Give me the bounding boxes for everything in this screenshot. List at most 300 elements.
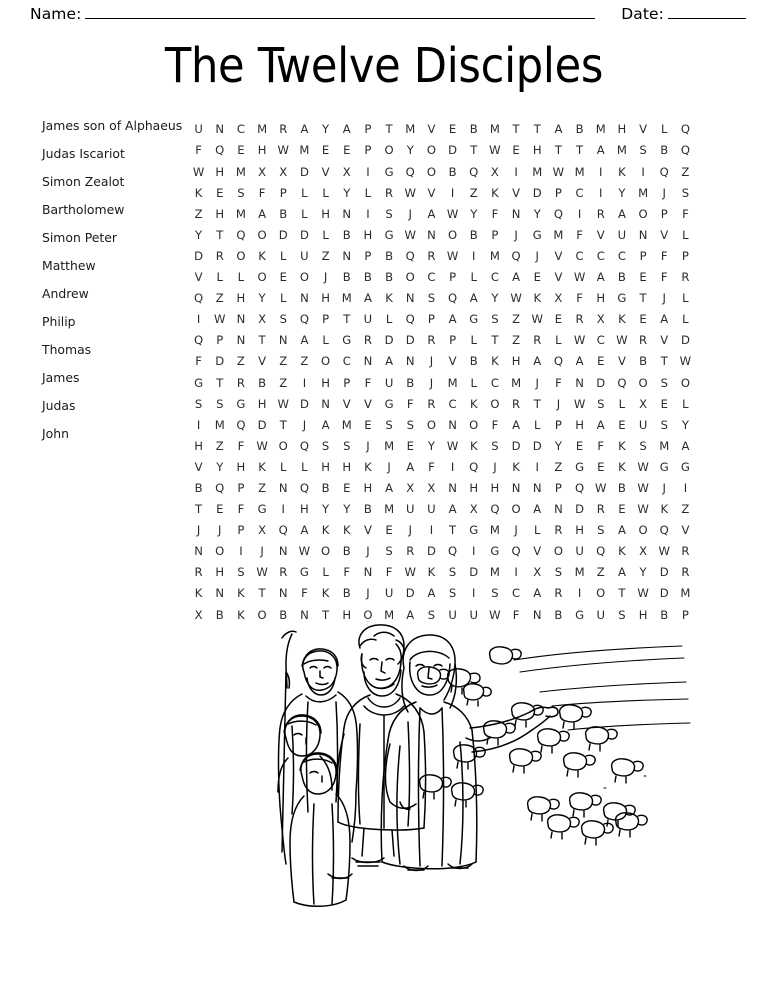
grid-letter[interactable]: H: [215, 206, 225, 221]
grid-letter[interactable]: F: [682, 206, 689, 221]
grid-letter[interactable]: Z: [215, 438, 224, 453]
grid-letter[interactable]: W: [404, 185, 416, 200]
grid-letter[interactable]: Q: [448, 544, 458, 559]
grid-letter[interactable]: R: [681, 270, 690, 285]
grid-letter[interactable]: F: [555, 375, 562, 390]
grid-letter[interactable]: T: [216, 227, 224, 242]
grid-letter[interactable]: R: [681, 565, 690, 580]
grid-letter[interactable]: R: [681, 544, 690, 559]
grid-letter[interactable]: Y: [554, 438, 562, 453]
grid-letter[interactable]: U: [363, 312, 373, 327]
grid-letter[interactable]: L: [682, 227, 689, 242]
grid-letter[interactable]: C: [596, 333, 605, 348]
grid-letter[interactable]: S: [216, 396, 224, 411]
grid-letter[interactable]: R: [533, 333, 542, 348]
grid-letter[interactable]: O: [426, 417, 436, 432]
grid-letter[interactable]: M: [574, 164, 585, 179]
grid-letter[interactable]: L: [280, 291, 287, 306]
grid-letter[interactable]: M: [257, 122, 268, 137]
grid-letter[interactable]: F: [258, 185, 266, 200]
grid-letter[interactable]: K: [618, 438, 626, 453]
grid-letter[interactable]: O: [511, 502, 521, 517]
grid-letter[interactable]: N: [278, 586, 288, 601]
grid-letter[interactable]: W: [531, 312, 543, 327]
grid-letter[interactable]: A: [258, 206, 267, 221]
grid-letter[interactable]: B: [660, 607, 669, 622]
grid-letter[interactable]: M: [532, 164, 543, 179]
grid-letter[interactable]: V: [363, 396, 372, 411]
grid-letter[interactable]: F: [343, 565, 351, 580]
grid-letter[interactable]: G: [659, 459, 669, 474]
grid-letter[interactable]: X: [406, 480, 415, 495]
grid-letter[interactable]: W: [637, 480, 649, 495]
grid-letter[interactable]: O: [384, 143, 394, 158]
grid-letter[interactable]: M: [341, 291, 352, 306]
grid-letter[interactable]: J: [323, 270, 328, 285]
grid-letter[interactable]: I: [683, 480, 688, 495]
grid-letter[interactable]: L: [322, 227, 329, 242]
grid-letter[interactable]: S: [491, 312, 499, 327]
grid-letter[interactable]: C: [617, 248, 626, 263]
grid-letter[interactable]: H: [342, 459, 352, 474]
grid-letter[interactable]: T: [639, 291, 647, 306]
grid-letter[interactable]: Q: [405, 164, 415, 179]
grid-letter[interactable]: N: [321, 396, 330, 411]
grid-letter[interactable]: B: [342, 586, 351, 601]
grid-letter[interactable]: D: [299, 164, 309, 179]
grid-letter[interactable]: D: [299, 396, 309, 411]
grid-letter[interactable]: L: [682, 291, 689, 306]
grid-letter[interactable]: S: [427, 291, 436, 306]
grid-letter[interactable]: J: [366, 544, 370, 559]
grid-letter[interactable]: Y: [406, 143, 414, 158]
grid-letter[interactable]: S: [491, 586, 499, 601]
grid-letter[interactable]: I: [196, 312, 201, 327]
grid-letter[interactable]: O: [257, 227, 267, 242]
grid-letter[interactable]: L: [385, 312, 393, 327]
grid-letter[interactable]: G: [469, 312, 479, 327]
grid-letter[interactable]: W: [637, 502, 649, 517]
grid-letter[interactable]: G: [490, 544, 500, 559]
grid-letter[interactable]: D: [426, 544, 436, 559]
grid-letter[interactable]: B: [321, 480, 330, 495]
grid-letter[interactable]: N: [638, 227, 648, 242]
grid-letter[interactable]: D: [257, 417, 267, 432]
grid-letter[interactable]: S: [406, 417, 414, 432]
grid-letter[interactable]: L: [470, 270, 477, 285]
grid-letter[interactable]: M: [405, 122, 416, 137]
grid-letter[interactable]: Y: [322, 502, 330, 517]
grid-letter[interactable]: B: [469, 354, 478, 369]
grid-letter[interactable]: D: [575, 502, 585, 517]
grid-letter[interactable]: W: [298, 544, 311, 559]
grid-letter[interactable]: A: [533, 502, 542, 517]
grid-letter[interactable]: O: [257, 607, 267, 622]
grid-letter[interactable]: A: [406, 607, 415, 622]
grid-letter[interactable]: R: [406, 544, 415, 559]
grid-letter[interactable]: R: [512, 396, 521, 411]
grid-letter[interactable]: T: [258, 333, 266, 348]
grid-letter[interactable]: L: [555, 333, 562, 348]
grid-letter[interactable]: O: [236, 248, 246, 263]
grid-letter[interactable]: W: [214, 312, 226, 327]
grid-letter[interactable]: L: [661, 122, 668, 137]
grid-letter[interactable]: M: [235, 206, 246, 221]
grid-letter[interactable]: G: [532, 227, 542, 242]
grid-letter[interactable]: F: [195, 354, 202, 369]
grid-letter[interactable]: P: [554, 417, 562, 432]
grid-letter[interactable]: F: [237, 502, 245, 517]
grid-letter[interactable]: D: [215, 354, 225, 369]
grid-letter[interactable]: P: [554, 185, 562, 200]
grid-letter[interactable]: K: [237, 586, 245, 601]
grid-letter[interactable]: A: [596, 143, 605, 158]
grid-letter[interactable]: B: [342, 270, 351, 285]
grid-letter[interactable]: J: [556, 396, 561, 411]
grid-letter[interactable]: X: [342, 164, 351, 179]
grid-letter[interactable]: Q: [194, 333, 204, 348]
grid-letter[interactable]: A: [512, 417, 521, 432]
grid-letter[interactable]: A: [385, 354, 394, 369]
grid-letter[interactable]: P: [237, 480, 245, 495]
grid-letter[interactable]: L: [470, 375, 477, 390]
grid-letter[interactable]: Q: [278, 523, 288, 538]
grid-letter[interactable]: S: [194, 396, 203, 411]
grid-letter[interactable]: V: [512, 185, 521, 200]
grid-letter[interactable]: Z: [512, 312, 521, 327]
grid-letter[interactable]: P: [449, 270, 457, 285]
grid-letter[interactable]: Y: [343, 185, 351, 200]
grid-letter[interactable]: I: [366, 164, 370, 179]
grid-letter[interactable]: I: [472, 248, 476, 263]
grid-letter[interactable]: T: [660, 354, 668, 369]
grid-letter[interactable]: H: [575, 417, 584, 432]
grid-letter[interactable]: O: [278, 438, 288, 453]
grid-letter[interactable]: P: [681, 607, 689, 622]
grid-letter[interactable]: E: [216, 502, 224, 517]
grid-letter[interactable]: V: [554, 270, 563, 285]
grid-letter[interactable]: Z: [596, 565, 605, 580]
grid-letter[interactable]: I: [514, 164, 518, 179]
grid-letter[interactable]: L: [534, 523, 541, 538]
grid-letter[interactable]: V: [617, 354, 626, 369]
grid-letter[interactable]: S: [279, 312, 287, 327]
grid-letter[interactable]: Q: [659, 164, 669, 179]
grid-letter[interactable]: J: [662, 185, 666, 200]
grid-letter[interactable]: M: [489, 523, 500, 538]
grid-letter[interactable]: N: [194, 544, 203, 559]
grid-letter[interactable]: W: [573, 270, 586, 285]
grid-letter[interactable]: I: [514, 565, 518, 580]
grid-letter[interactable]: K: [491, 185, 499, 200]
grid-letter[interactable]: K: [469, 438, 478, 453]
grid-letter[interactable]: W: [277, 143, 289, 158]
grid-letter[interactable]: W: [573, 333, 586, 348]
grid-letter[interactable]: N: [215, 122, 225, 137]
grid-letter[interactable]: Z: [236, 354, 245, 369]
grid-letter[interactable]: H: [257, 396, 267, 411]
grid-letter[interactable]: V: [448, 354, 457, 369]
grid-letter[interactable]: D: [659, 586, 669, 601]
grid-letter[interactable]: J: [218, 523, 222, 538]
grid-letter[interactable]: V: [194, 459, 203, 474]
grid-letter[interactable]: B: [575, 122, 584, 137]
grid-letter[interactable]: M: [659, 438, 670, 453]
grid-letter[interactable]: E: [216, 185, 224, 200]
grid-letter[interactable]: B: [363, 502, 372, 517]
grid-letter[interactable]: A: [342, 122, 351, 137]
grid-letter[interactable]: P: [364, 143, 372, 158]
grid-letter[interactable]: F: [491, 417, 499, 432]
grid-letter[interactable]: V: [596, 227, 605, 242]
grid-letter[interactable]: O: [638, 375, 648, 390]
grid-letter[interactable]: Z: [300, 354, 309, 369]
grid-letter[interactable]: E: [364, 417, 372, 432]
grid-letter[interactable]: Y: [195, 227, 203, 242]
grid-letter[interactable]: C: [575, 248, 584, 263]
grid-letter[interactable]: R: [194, 565, 203, 580]
grid-letter[interactable]: F: [576, 291, 583, 306]
grid-letter[interactable]: V: [321, 164, 330, 179]
grid-letter[interactable]: I: [472, 544, 476, 559]
grid-letter[interactable]: D: [405, 333, 415, 348]
grid-letter[interactable]: W: [595, 480, 607, 495]
grid-letter[interactable]: A: [617, 206, 626, 221]
grid-letter[interactable]: V: [681, 523, 690, 538]
grid-letter[interactable]: D: [299, 227, 309, 242]
grid-letter[interactable]: Q: [469, 459, 479, 474]
grid-letter[interactable]: Q: [215, 480, 225, 495]
grid-letter[interactable]: W: [446, 438, 459, 453]
grid-letter[interactable]: W: [489, 607, 501, 622]
grid-letter[interactable]: Q: [617, 375, 627, 390]
grid-letter[interactable]: W: [489, 143, 501, 158]
grid-letter[interactable]: J: [408, 523, 412, 538]
grid-letter[interactable]: S: [618, 607, 626, 622]
grid-letter[interactable]: J: [662, 291, 666, 306]
grid-letter[interactable]: A: [533, 586, 542, 601]
grid-letter[interactable]: W: [510, 291, 522, 306]
grid-letter[interactable]: E: [279, 270, 287, 285]
grid-letter[interactable]: M: [680, 586, 691, 601]
grid-letter[interactable]: R: [427, 248, 436, 263]
grid-letter[interactable]: Y: [533, 206, 541, 221]
grid-letter[interactable]: J: [535, 248, 539, 263]
grid-letter[interactable]: G: [384, 227, 394, 242]
grid-letter[interactable]: J: [429, 375, 434, 390]
grid-letter[interactable]: Q: [194, 291, 204, 306]
grid-letter[interactable]: L: [322, 333, 329, 348]
grid-letter[interactable]: U: [596, 607, 605, 622]
grid-letter[interactable]: W: [404, 227, 416, 242]
grid-letter[interactable]: O: [680, 375, 690, 390]
grid-letter[interactable]: E: [533, 270, 541, 285]
grid-letter[interactable]: A: [363, 291, 372, 306]
grid-letter[interactable]: C: [342, 354, 351, 369]
grid-letter[interactable]: K: [618, 544, 626, 559]
grid-letter[interactable]: V: [258, 354, 267, 369]
grid-letter[interactable]: T: [576, 143, 584, 158]
grid-letter[interactable]: P: [681, 248, 689, 263]
grid-letter[interactable]: M: [214, 417, 225, 432]
grid-letter[interactable]: G: [575, 607, 585, 622]
grid-letter[interactable]: N: [554, 502, 563, 517]
grid-letter[interactable]: K: [258, 459, 266, 474]
grid-letter[interactable]: D: [194, 248, 204, 263]
grid-letter[interactable]: H: [236, 459, 246, 474]
grid-letter[interactable]: X: [258, 312, 267, 327]
grid-letter[interactable]: M: [553, 227, 564, 242]
grid-letter[interactable]: B: [385, 270, 394, 285]
grid-letter[interactable]: Y: [258, 291, 266, 306]
grid-letter[interactable]: T: [343, 312, 351, 327]
grid-letter[interactable]: L: [237, 270, 245, 285]
grid-letter[interactable]: S: [343, 438, 351, 453]
grid-letter[interactable]: C: [575, 185, 584, 200]
grid-letter[interactable]: T: [533, 396, 541, 411]
grid-letter[interactable]: A: [448, 502, 457, 517]
grid-letter[interactable]: C: [448, 396, 457, 411]
grid-letter[interactable]: A: [533, 354, 542, 369]
grid-letter[interactable]: J: [302, 417, 307, 432]
grid-letter[interactable]: P: [554, 480, 562, 495]
grid-letter[interactable]: H: [215, 565, 225, 580]
grid-letter[interactable]: B: [342, 227, 351, 242]
grid-letter[interactable]: A: [660, 312, 669, 327]
grid-letter[interactable]: S: [448, 565, 457, 580]
grid-letter[interactable]: E: [575, 438, 584, 453]
grid-letter[interactable]: L: [216, 270, 223, 285]
grid-letter[interactable]: U: [384, 375, 394, 390]
grid-letter[interactable]: W: [573, 396, 586, 411]
grid-letter[interactable]: Q: [236, 227, 246, 242]
grid-letter[interactable]: H: [236, 291, 246, 306]
grid-letter[interactable]: K: [321, 586, 330, 601]
grid-letter[interactable]: J: [366, 438, 370, 453]
grid-letter[interactable]: Z: [194, 206, 203, 221]
grid-letter[interactable]: T: [554, 143, 562, 158]
grid-letter[interactable]: E: [597, 459, 605, 474]
grid-letter[interactable]: Z: [469, 185, 478, 200]
grid-letter[interactable]: W: [277, 396, 289, 411]
grid-letter[interactable]: S: [385, 206, 393, 221]
grid-letter[interactable]: C: [490, 270, 499, 285]
grid-letter[interactable]: X: [639, 396, 648, 411]
grid-letter[interactable]: Q: [236, 417, 246, 432]
grid-letter[interactable]: B: [469, 122, 478, 137]
grid-letter[interactable]: K: [385, 291, 393, 306]
grid-letter[interactable]: N: [405, 291, 415, 306]
grid-letter[interactable]: H: [321, 206, 330, 221]
grid-letter[interactable]: Q: [405, 312, 415, 327]
grid-letter[interactable]: B: [258, 375, 267, 390]
grid-letter[interactable]: N: [511, 480, 521, 495]
grid-letter[interactable]: V: [427, 185, 436, 200]
grid-letter[interactable]: U: [300, 248, 309, 263]
grid-letter[interactable]: K: [194, 185, 203, 200]
grid-letter[interactable]: E: [618, 417, 626, 432]
grid-letter[interactable]: D: [384, 333, 394, 348]
grid-letter[interactable]: J: [514, 523, 518, 538]
grid-letter[interactable]: F: [576, 227, 583, 242]
grid-letter[interactable]: G: [194, 375, 204, 390]
grid-letter[interactable]: N: [448, 417, 457, 432]
grid-letter[interactable]: T: [279, 417, 287, 432]
grid-letter[interactable]: M: [384, 438, 395, 453]
grid-letter[interactable]: G: [384, 396, 394, 411]
grid-letter[interactable]: F: [660, 248, 668, 263]
grid-letter[interactable]: W: [192, 164, 205, 179]
grid-letter[interactable]: B: [617, 480, 626, 495]
grid-letter[interactable]: E: [406, 438, 414, 453]
grid-letter[interactable]: V: [660, 227, 669, 242]
grid-letter[interactable]: G: [384, 164, 394, 179]
grid-letter[interactable]: H: [321, 291, 330, 306]
grid-letter[interactable]: R: [279, 565, 288, 580]
grid-letter[interactable]: O: [638, 206, 648, 221]
grid-letter[interactable]: A: [617, 565, 626, 580]
grid-letter[interactable]: A: [512, 270, 521, 285]
grid-letter[interactable]: I: [450, 459, 455, 474]
grid-letter[interactable]: U: [427, 502, 436, 517]
grid-letter[interactable]: D: [659, 565, 669, 580]
grid-letter[interactable]: P: [279, 185, 287, 200]
grid-letter[interactable]: U: [575, 544, 584, 559]
grid-letter[interactable]: T: [322, 607, 330, 622]
grid-letter[interactable]: B: [385, 248, 394, 263]
grid-letter[interactable]: Q: [680, 143, 690, 158]
grid-letter[interactable]: S: [639, 143, 647, 158]
grid-letter[interactable]: H: [321, 375, 330, 390]
grid-letter[interactable]: P: [427, 312, 435, 327]
grid-letter[interactable]: I: [196, 417, 201, 432]
grid-letter[interactable]: K: [258, 248, 266, 263]
grid-letter[interactable]: O: [321, 354, 331, 369]
grid-letter[interactable]: S: [597, 396, 605, 411]
grid-letter[interactable]: O: [426, 143, 436, 158]
grid-letter[interactable]: E: [343, 480, 351, 495]
grid-letter[interactable]: T: [385, 122, 393, 137]
grid-letter[interactable]: A: [406, 459, 415, 474]
grid-letter[interactable]: L: [322, 185, 329, 200]
grid-letter[interactable]: Q: [299, 312, 309, 327]
grid-letter[interactable]: G: [342, 333, 352, 348]
grid-letter[interactable]: X: [596, 312, 605, 327]
grid-letter[interactable]: H: [617, 122, 627, 137]
grid-letter[interactable]: L: [682, 312, 689, 327]
grid-letter[interactable]: N: [236, 333, 246, 348]
grid-letter[interactable]: N: [342, 248, 352, 263]
grid-letter[interactable]: A: [448, 312, 457, 327]
grid-letter[interactable]: X: [194, 607, 203, 622]
grid-letter[interactable]: A: [617, 523, 626, 538]
grid-letter[interactable]: E: [639, 312, 647, 327]
grid-letter[interactable]: D: [532, 185, 542, 200]
grid-letter[interactable]: D: [596, 375, 606, 390]
grid-letter[interactable]: K: [321, 523, 330, 538]
grid-letter[interactable]: B: [617, 270, 626, 285]
grid-letter[interactable]: X: [469, 502, 478, 517]
grid-letter[interactable]: X: [258, 164, 267, 179]
grid-letter[interactable]: R: [236, 375, 245, 390]
grid-letter[interactable]: H: [511, 354, 521, 369]
grid-letter[interactable]: H: [342, 607, 352, 622]
grid-letter[interactable]: Y: [618, 185, 626, 200]
grid-letter[interactable]: L: [534, 417, 541, 432]
grid-letter[interactable]: A: [681, 438, 690, 453]
grid-letter[interactable]: U: [405, 502, 415, 517]
grid-letter[interactable]: K: [237, 607, 245, 622]
